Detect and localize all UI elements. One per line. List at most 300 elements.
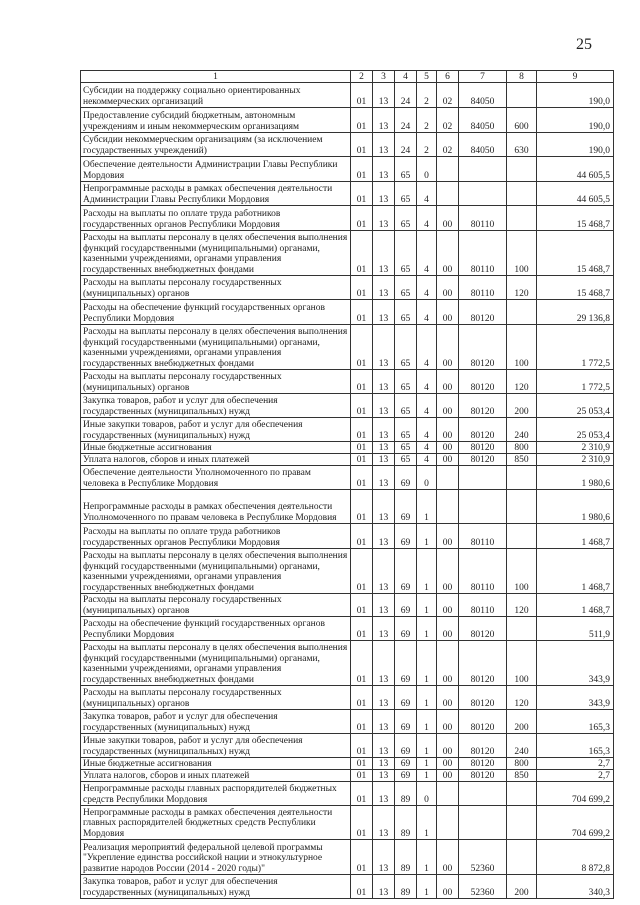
program-code: 89 [395, 875, 417, 899]
row-description: Расходы на выплаты по оплате труда работников государственных органов Республики Мордовия [81, 524, 351, 549]
section-code: 01 [351, 442, 373, 454]
subprogram-code: 1 [417, 524, 437, 549]
section-code: 01 [351, 549, 373, 594]
table-header-row [81, 71, 614, 83]
section-code: 01 [351, 466, 373, 490]
expense-type-code: 240 [507, 734, 537, 758]
event-code: 00 [437, 276, 459, 300]
direction-code: 80120 [459, 442, 507, 454]
section-code: 01 [351, 418, 373, 442]
amount: 15 468,7 [537, 276, 614, 300]
event-code: 00 [437, 442, 459, 454]
section-code: 01 [351, 770, 373, 782]
amount: 15 468,7 [537, 231, 614, 276]
event-code: 00 [437, 686, 459, 710]
expense-type-code: 100 [507, 641, 537, 686]
expense-type-code [507, 83, 537, 108]
subprogram-code: 1 [417, 549, 437, 594]
expense-type-code [507, 466, 537, 490]
program-code: 69 [395, 466, 417, 490]
direction-code [459, 466, 507, 490]
direction-code: 84050 [459, 133, 507, 157]
budget-table [80, 70, 614, 899]
event-code: 00 [437, 325, 459, 370]
subprogram-code: 0 [417, 782, 437, 806]
event-code: 00 [437, 394, 459, 418]
expense-type-code: 240 [507, 418, 537, 442]
amount: 44 605,5 [537, 182, 614, 206]
subprogram-code: 4 [417, 418, 437, 442]
program-code: 69 [395, 524, 417, 549]
program-code: 89 [395, 782, 417, 806]
amount: 25 053,4 [537, 418, 614, 442]
amount: 25 053,4 [537, 394, 614, 418]
program-code: 69 [395, 770, 417, 782]
column-header: 9 [537, 71, 614, 83]
event-code: 00 [437, 300, 459, 325]
table-row [81, 454, 614, 466]
subprogram-code: 0 [417, 157, 437, 182]
row-description: Расходы на выплаты персоналу государственных (муниципальных) органов [81, 686, 351, 710]
table-row [81, 133, 614, 157]
section-code: 01 [351, 370, 373, 394]
table-row [81, 206, 614, 231]
subprogram-code: 4 [417, 370, 437, 394]
subprogram-code: 4 [417, 206, 437, 231]
section-code: 01 [351, 840, 373, 875]
subsection-code: 13 [373, 641, 395, 686]
row-description: Уплата налогов, сборов и иных платежей [81, 454, 351, 466]
subsection-code: 13 [373, 83, 395, 108]
section-code: 01 [351, 641, 373, 686]
table-row [81, 490, 614, 524]
row-description: Расходы на выплаты персоналу в целях обеспечения выполнения функций государственными (муниципальными) органами, казенными учреждениями, органами управления государственных внебюджетных фондами [81, 641, 351, 686]
table-body [81, 83, 614, 899]
event-code: 00 [437, 549, 459, 594]
amount: 190,0 [537, 83, 614, 108]
table-row [81, 370, 614, 394]
amount: 2,7 [537, 770, 614, 782]
section-code: 01 [351, 300, 373, 325]
section-code: 01 [351, 524, 373, 549]
table-row [81, 394, 614, 418]
subsection-code: 13 [373, 617, 395, 641]
expense-type-code [507, 524, 537, 549]
direction-code: 80110 [459, 231, 507, 276]
subprogram-code: 2 [417, 133, 437, 157]
event-code [437, 157, 459, 182]
subsection-code: 13 [373, 276, 395, 300]
amount: 343,9 [537, 641, 614, 686]
table-row [81, 782, 614, 806]
expense-type-code [507, 617, 537, 641]
subprogram-code: 1 [417, 594, 437, 617]
row-description: Расходы на выплаты персоналу в целях обеспечения выполнения функций государственными (муниципальными) органами, казенными учреждениями, органами управления государственных внебюджетных фондами [81, 231, 351, 276]
row-description: Расходы на выплаты персоналу государственных (муниципальных) органов [81, 276, 351, 300]
program-code: 69 [395, 686, 417, 710]
row-description: Расходы на выплаты персоналу в целях обеспечения выполнения функций государственными (муниципальными) органами, казенными учреждениями, органами управления государственных внебюджетных фондами [81, 325, 351, 370]
subsection-code: 13 [373, 770, 395, 782]
expense-type-code [507, 300, 537, 325]
expense-type-code [507, 157, 537, 182]
expense-type-code [507, 840, 537, 875]
direction-code: 84050 [459, 83, 507, 108]
row-description: Субсидии на поддержку социально ориентированных некоммерческих организаций [81, 83, 351, 108]
subprogram-code: 1 [417, 734, 437, 758]
direction-code: 80110 [459, 206, 507, 231]
amount: 1 980,6 [537, 466, 614, 490]
section-code: 01 [351, 490, 373, 524]
event-code [437, 182, 459, 206]
direction-code: 52360 [459, 875, 507, 899]
table-row [81, 875, 614, 899]
expense-type-code [507, 490, 537, 524]
amount: 1 772,5 [537, 370, 614, 394]
program-code: 65 [395, 182, 417, 206]
program-code: 89 [395, 806, 417, 840]
direction-code [459, 157, 507, 182]
table-row [81, 418, 614, 442]
section-code: 01 [351, 734, 373, 758]
section-code: 01 [351, 108, 373, 133]
table-row [81, 182, 614, 206]
section-code: 01 [351, 875, 373, 899]
direction-code: 80120 [459, 710, 507, 734]
table-row [81, 108, 614, 133]
subsection-code: 13 [373, 325, 395, 370]
program-code: 65 [395, 300, 417, 325]
program-code: 65 [395, 157, 417, 182]
subprogram-code: 4 [417, 325, 437, 370]
subsection-code: 13 [373, 840, 395, 875]
subsection-code: 13 [373, 182, 395, 206]
table-row [81, 594, 614, 617]
event-code [437, 806, 459, 840]
direction-code [459, 806, 507, 840]
section-code: 01 [351, 617, 373, 641]
event-code: 00 [437, 770, 459, 782]
subsection-code: 13 [373, 549, 395, 594]
amount: 2,7 [537, 758, 614, 770]
table-row [81, 83, 614, 108]
subsection-code: 13 [373, 875, 395, 899]
table-row [81, 325, 614, 370]
section-code: 01 [351, 782, 373, 806]
subprogram-code: 4 [417, 442, 437, 454]
table-row [81, 276, 614, 300]
section-code: 01 [351, 454, 373, 466]
column-header: 2 [351, 71, 373, 83]
amount: 190,0 [537, 108, 614, 133]
subsection-code: 13 [373, 394, 395, 418]
row-description: Закупка товаров, работ и услуг для обеспечения государственных (муниципальных) нужд [81, 710, 351, 734]
program-code: 69 [395, 641, 417, 686]
section-code: 01 [351, 276, 373, 300]
subsection-code: 13 [373, 466, 395, 490]
amount: 704 699,2 [537, 782, 614, 806]
program-code: 65 [395, 454, 417, 466]
subprogram-code: 4 [417, 454, 437, 466]
subsection-code: 13 [373, 133, 395, 157]
section-code: 01 [351, 594, 373, 617]
row-description: Обеспечение деятельности Уполномоченного по правам человека в Республике Мордовия [81, 466, 351, 490]
direction-code: 80120 [459, 686, 507, 710]
direction-code: 80120 [459, 394, 507, 418]
subprogram-code: 1 [417, 617, 437, 641]
event-code: 02 [437, 83, 459, 108]
subprogram-code: 4 [417, 394, 437, 418]
event-code: 00 [437, 734, 459, 758]
event-code [437, 490, 459, 524]
event-code: 00 [437, 710, 459, 734]
expense-type-code [507, 806, 537, 840]
direction-code: 84050 [459, 108, 507, 133]
row-description: Иные закупки товаров, работ и услуг для обеспечения государственных (муниципальных) нужд [81, 734, 351, 758]
amount: 44 605,5 [537, 157, 614, 182]
program-code: 65 [395, 325, 417, 370]
program-code: 65 [395, 206, 417, 231]
direction-code [459, 182, 507, 206]
column-header: 3 [373, 71, 395, 83]
program-code: 69 [395, 710, 417, 734]
expense-type-code: 800 [507, 442, 537, 454]
expense-type-code [507, 182, 537, 206]
direction-code: 80120 [459, 770, 507, 782]
expense-type-code: 100 [507, 325, 537, 370]
expense-type-code: 200 [507, 394, 537, 418]
event-code: 00 [437, 641, 459, 686]
event-code: 00 [437, 524, 459, 549]
expense-type-code: 850 [507, 770, 537, 782]
subsection-code: 13 [373, 454, 395, 466]
amount: 15 468,7 [537, 206, 614, 231]
event-code [437, 466, 459, 490]
program-code: 89 [395, 840, 417, 875]
direction-code: 80120 [459, 370, 507, 394]
amount: 1 468,7 [537, 524, 614, 549]
event-code: 00 [437, 875, 459, 899]
row-description: Расходы на выплаты по оплате труда работников государственных органов Республики Мордовия [81, 206, 351, 231]
expense-type-code [507, 206, 537, 231]
row-description: Субсидии некоммерческим организациям (за исключением государственных учреждений) [81, 133, 351, 157]
row-description: Иные бюджетные ассигнования [81, 442, 351, 454]
expense-type-code: 120 [507, 594, 537, 617]
expense-type-code: 100 [507, 549, 537, 594]
subprogram-code: 1 [417, 758, 437, 770]
row-description: Непрограммные расходы в рамках обеспечения деятельности Администрации Главы Республики Мордовия [81, 182, 351, 206]
program-code: 65 [395, 276, 417, 300]
amount: 1 468,7 [537, 594, 614, 617]
expense-type-code: 200 [507, 710, 537, 734]
program-code: 65 [395, 394, 417, 418]
program-code: 69 [395, 758, 417, 770]
program-code: 65 [395, 442, 417, 454]
event-code: 00 [437, 418, 459, 442]
table-row [81, 300, 614, 325]
program-code: 69 [395, 594, 417, 617]
amount: 2 310,9 [537, 442, 614, 454]
event-code [437, 782, 459, 806]
subprogram-code: 4 [417, 231, 437, 276]
expense-type-code [507, 782, 537, 806]
row-description: Иные закупки товаров, работ и услуг для обеспечения государственных (муниципальных) нужд [81, 418, 351, 442]
amount: 704 699,2 [537, 806, 614, 840]
program-code: 24 [395, 83, 417, 108]
program-code: 65 [395, 231, 417, 276]
subprogram-code: 1 [417, 840, 437, 875]
section-code: 01 [351, 686, 373, 710]
subprogram-code: 4 [417, 182, 437, 206]
direction-code: 80110 [459, 549, 507, 594]
expense-type-code: 120 [507, 686, 537, 710]
direction-code: 52360 [459, 840, 507, 875]
amount: 29 136,8 [537, 300, 614, 325]
row-description: Закупка товаров, работ и услуг для обеспечения государственных (муниципальных) нужд [81, 875, 351, 899]
section-code: 01 [351, 710, 373, 734]
amount: 340,3 [537, 875, 614, 899]
section-code: 01 [351, 758, 373, 770]
table-row [81, 710, 614, 734]
section-code: 01 [351, 806, 373, 840]
subsection-code: 13 [373, 370, 395, 394]
amount: 511,9 [537, 617, 614, 641]
amount: 165,3 [537, 710, 614, 734]
expense-type-code: 800 [507, 758, 537, 770]
row-description: Расходы на обеспечение функций государственных органов Республики Мордовия [81, 300, 351, 325]
column-header: 4 [395, 71, 417, 83]
direction-code: 80120 [459, 325, 507, 370]
row-description: Непрограммные расходы в рамках обеспечения деятельности Уполномоченного по правам человека в Республике Мордовия [81, 490, 351, 524]
section-code: 01 [351, 182, 373, 206]
program-code: 65 [395, 370, 417, 394]
table-row [81, 686, 614, 710]
expense-type-code: 630 [507, 133, 537, 157]
event-code: 00 [437, 594, 459, 617]
event-code: 00 [437, 206, 459, 231]
row-description: Расходы на выплаты персоналу государственных (муниципальных) органов [81, 370, 351, 394]
table-row [81, 549, 614, 594]
amount: 1 980,6 [537, 490, 614, 524]
direction-code: 80110 [459, 594, 507, 617]
event-code: 00 [437, 617, 459, 641]
row-description: Непрограммные расходы главных распорядителей бюджетных средств Республики Мордовия [81, 782, 351, 806]
subsection-code: 13 [373, 686, 395, 710]
row-description: Непрограммные расходы в рамках обеспечения деятельности главных распорядителей бюджетных средств Республики Мордовия [81, 806, 351, 840]
event-code: 00 [437, 370, 459, 394]
column-header: 5 [417, 71, 437, 83]
subsection-code: 13 [373, 418, 395, 442]
subprogram-code: 1 [417, 641, 437, 686]
row-description: Закупка товаров, работ и услуг для обеспечения государственных (муниципальных) нужд [81, 394, 351, 418]
program-code: 24 [395, 133, 417, 157]
program-code: 69 [395, 490, 417, 524]
direction-code: 80120 [459, 418, 507, 442]
subsection-code: 13 [373, 782, 395, 806]
direction-code: 80120 [459, 758, 507, 770]
subsection-code: 13 [373, 442, 395, 454]
subsection-code: 13 [373, 758, 395, 770]
section-code: 01 [351, 394, 373, 418]
direction-code: 80110 [459, 524, 507, 549]
amount: 2 310,9 [537, 454, 614, 466]
direction-code [459, 490, 507, 524]
program-code: 69 [395, 549, 417, 594]
subsection-code: 13 [373, 734, 395, 758]
expense-type-code: 120 [507, 276, 537, 300]
column-header: 6 [437, 71, 459, 83]
section-code: 01 [351, 157, 373, 182]
subprogram-code: 1 [417, 710, 437, 734]
subsection-code: 13 [373, 108, 395, 133]
column-header: 8 [507, 71, 537, 83]
row-description: Уплата налогов, сборов и иных платежей [81, 770, 351, 782]
event-code: 02 [437, 108, 459, 133]
amount: 190,0 [537, 133, 614, 157]
direction-code: 80120 [459, 734, 507, 758]
direction-code: 80120 [459, 300, 507, 325]
subprogram-code: 1 [417, 686, 437, 710]
expense-type-code: 100 [507, 231, 537, 276]
section-code: 01 [351, 133, 373, 157]
direction-code [459, 782, 507, 806]
row-description: Расходы на выплаты персоналу в целях обеспечения выполнения функций государственными (муниципальными) органами, казенными учреждениями, органами управления государственных внебюджетных фондами [81, 549, 351, 594]
amount: 8 872,8 [537, 840, 614, 875]
event-code: 00 [437, 840, 459, 875]
subsection-code: 13 [373, 300, 395, 325]
row-description: Реализация мероприятий федеральной целевой программы "Укрепление единства российской нации и этнокультурное развитие народов России (2014 - 2020 годы)" [81, 840, 351, 875]
row-description: Обеспечение деятельности Администрации Главы Республики Мордовия [81, 157, 351, 182]
program-code: 24 [395, 108, 417, 133]
subsection-code: 13 [373, 231, 395, 276]
direction-code: 80120 [459, 454, 507, 466]
subsection-code: 13 [373, 524, 395, 549]
table-row [81, 466, 614, 490]
subprogram-code: 4 [417, 276, 437, 300]
section-code: 01 [351, 231, 373, 276]
table-row [81, 641, 614, 686]
expense-type-code: 200 [507, 875, 537, 899]
row-description: Иные бюджетные ассигнования [81, 758, 351, 770]
program-code: 69 [395, 617, 417, 641]
amount: 1 772,5 [537, 325, 614, 370]
row-description: Расходы на обеспечение функций государственных органов Республики Мордовия [81, 617, 351, 641]
table-row [81, 734, 614, 758]
event-code: 00 [437, 454, 459, 466]
program-code: 69 [395, 734, 417, 758]
subprogram-code: 2 [417, 83, 437, 108]
event-code: 02 [437, 133, 459, 157]
page-number: 25 [576, 36, 592, 53]
event-code: 00 [437, 758, 459, 770]
expense-type-code: 120 [507, 370, 537, 394]
subsection-code: 13 [373, 157, 395, 182]
expense-type-code: 600 [507, 108, 537, 133]
program-code: 65 [395, 418, 417, 442]
table-row [81, 157, 614, 182]
table-row [81, 770, 614, 782]
table-row [81, 442, 614, 454]
section-code: 01 [351, 206, 373, 231]
table-row [81, 524, 614, 549]
row-description: Расходы на выплаты персоналу государственных (муниципальных) органов [81, 594, 351, 617]
subsection-code: 13 [373, 806, 395, 840]
subprogram-code: 1 [417, 490, 437, 524]
subsection-code: 13 [373, 594, 395, 617]
column-header: 1 [81, 71, 351, 83]
section-code: 01 [351, 325, 373, 370]
table-row [81, 758, 614, 770]
subsection-code: 13 [373, 206, 395, 231]
